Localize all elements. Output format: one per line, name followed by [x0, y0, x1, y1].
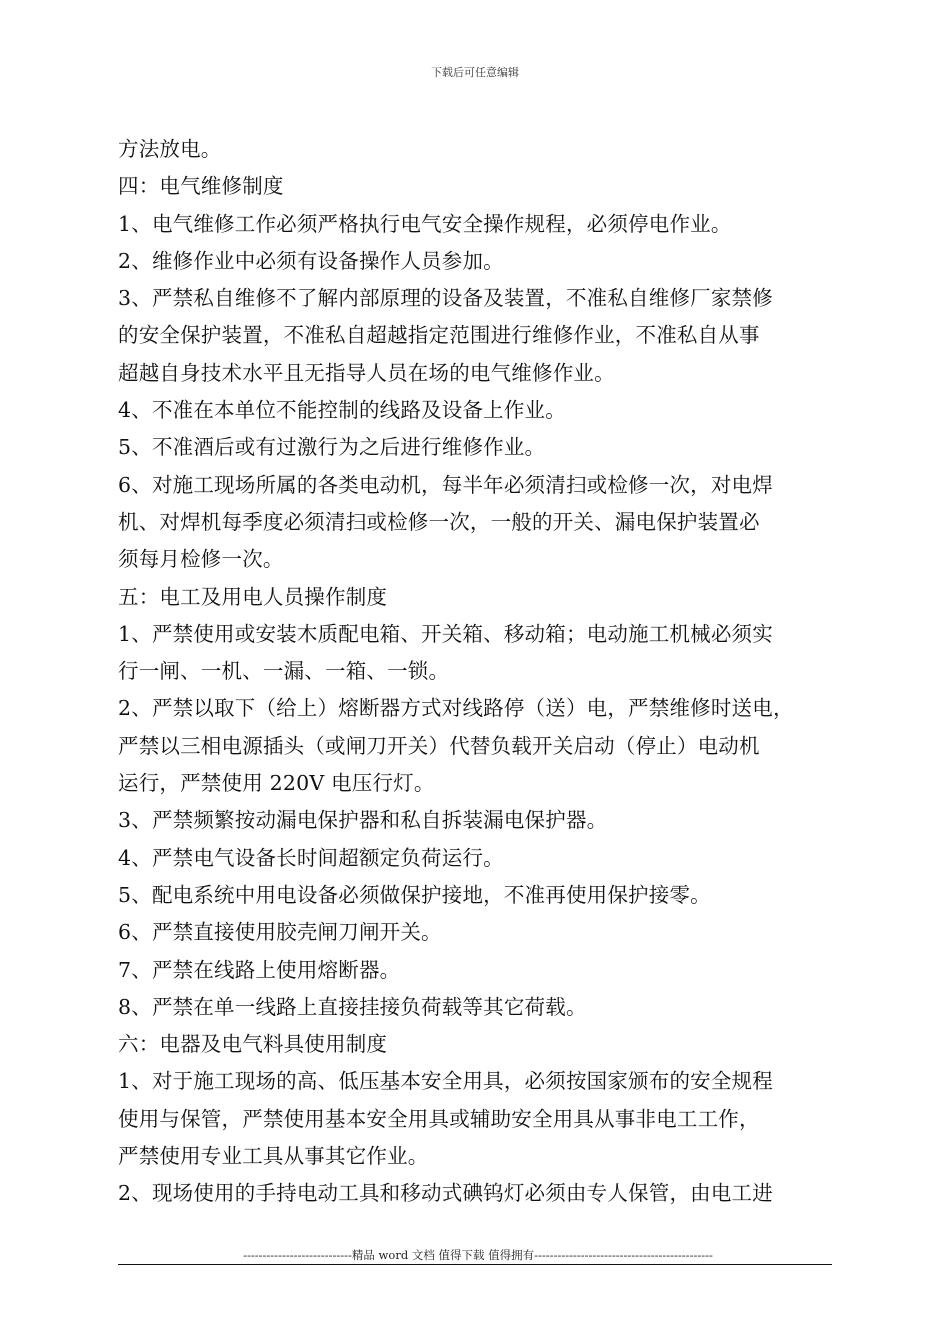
text-line: 7、严禁在线路上使用熔断器。 [118, 957, 401, 982]
text-line: 方法放电。 [118, 137, 222, 161]
text-line: 1、电气维修工作必须严格执行电气安全操作规程，必须停电作业。 [118, 211, 732, 236]
text-line: 3、严禁频繁按动漏电保护器和私自拆装漏电保护器。 [118, 808, 608, 833]
text-line: 5、配电系统中用电设备必须做保护接地，不准再使用保护接零。 [118, 882, 711, 907]
text-line: 4、严禁电气设备长时间超额定负荷运行。 [118, 845, 504, 870]
text-line: 1、对于施工现场的高、低压基本安全用具，必须按国家颁布的安全规程 [118, 1069, 773, 1094]
document-body [118, 131, 838, 1213]
text-line: 6、严禁直接使用胶壳闸刀闸开关。 [118, 920, 442, 945]
text-line: 严禁使用专业工具从事其它作业。 [118, 1144, 429, 1169]
section-heading: 四：电气维修制度 [118, 174, 284, 199]
text-line: 严禁以三相电源插头（或闸刀开关）代替负载开关启动（停止）电动机 [118, 733, 760, 758]
section-heading: 六：电器及电气料具使用制度 [118, 1032, 388, 1057]
text-line: 的安全保护装置，不准私自超越指定范围进行维修作业，不准私自从事 [118, 323, 760, 348]
text-line: 运行，严禁使用 220V 电压行灯。 [118, 771, 435, 796]
text-line: 5、不准酒后或有过激行为之后进行维修作业。 [118, 435, 546, 460]
text-line: 2、维修作业中必须有设备操作人员参加。 [118, 248, 504, 273]
text-line: 行一闸、一机、一漏、一箱、一锁。 [118, 659, 450, 684]
text-line: 使用与保管，严禁使用基本安全用具或辅助安全用具从事非电工工作， [118, 1106, 760, 1131]
text-line: 2、严禁以取下（给上）熔断器方式对线路停（送）电，严禁维修时送电， [118, 696, 794, 721]
text-line: 1、严禁使用或安装木质配电箱、开关箱、移动箱；电动施工机械必须实 [118, 621, 773, 646]
text-line: 4、不准在本单位不能控制的线路及设备上作业。 [118, 398, 566, 423]
text-line: 超越自身技术水平且无指导人员在场的电气维修作业。 [118, 360, 615, 385]
footer-divider [118, 1264, 832, 1265]
text-line: 8、严禁在单一线路上直接挂接负荷载等其它荷载。 [118, 994, 587, 1019]
text-line: 机、对焊机每季度必须清扫或检修一次，一般的开关、漏电保护装置必 [118, 509, 760, 534]
page-header: 下载后可任意编辑 [431, 66, 519, 79]
text-line: 6、对施工现场所属的各类电动机，每半年必须清扫或检修一次，对电焊 [118, 472, 773, 497]
text-line: 须每月检修一次。 [118, 547, 284, 572]
text-line: 2、现场使用的手持电动工具和移动式碘钨灯必须由专人保管，由电工进 [118, 1181, 773, 1206]
page-footer: ----------------------------精品 word 文档 值得下载 值得拥有---------------------------------------------- [243, 1248, 713, 1262]
section-heading: 五：电工及用电人员操作制度 [118, 584, 388, 609]
text-line: 3、严禁私自维修不了解内部原理的设备及装置，不准私自维修厂家禁修 [118, 286, 773, 311]
